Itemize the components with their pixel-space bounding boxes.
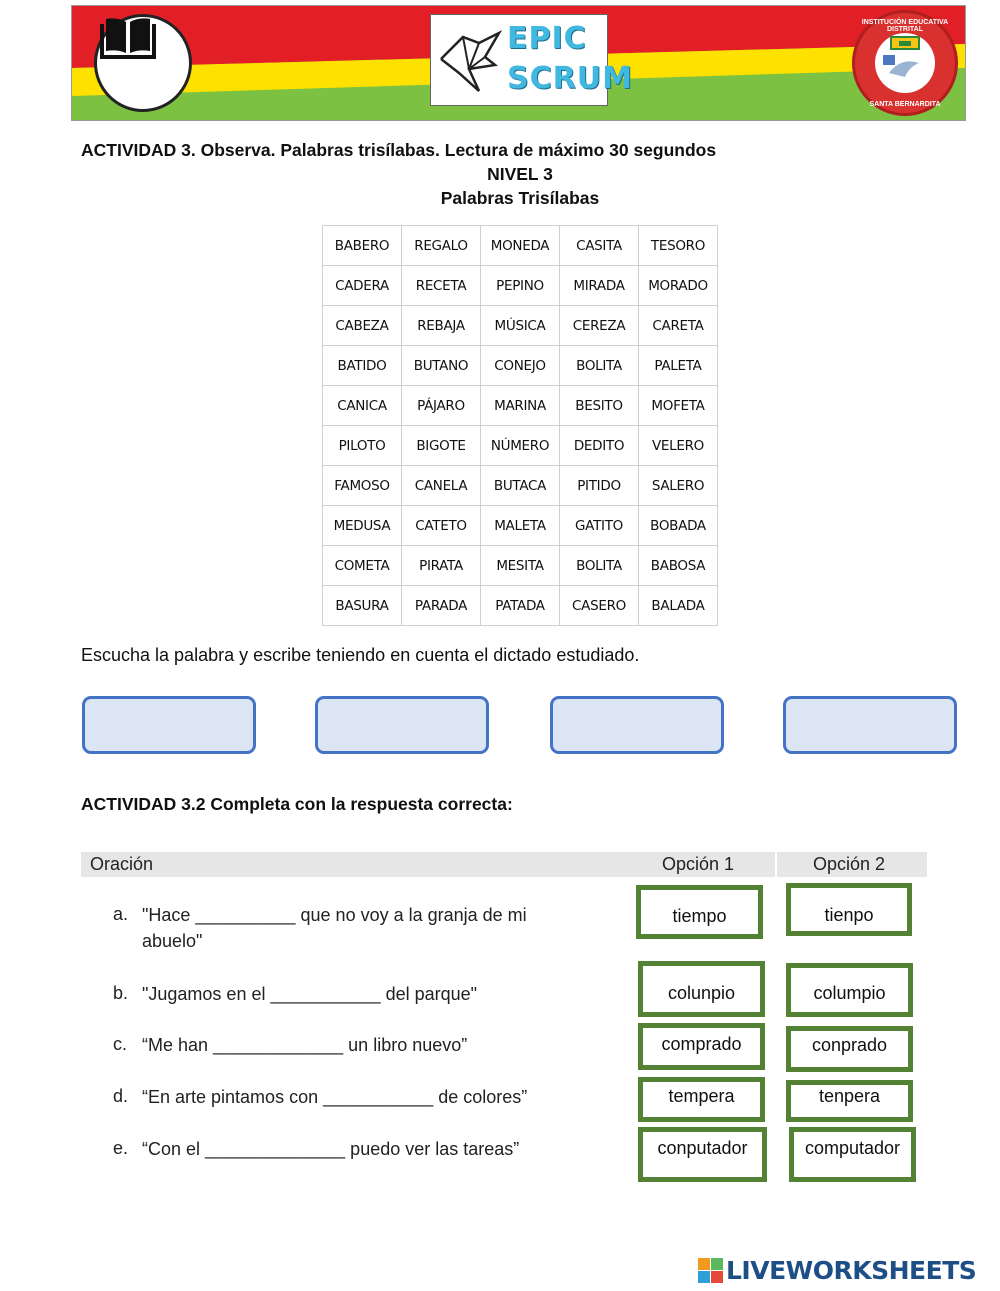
word-row bbox=[323, 266, 718, 306]
option-1-box[interactable]: conputador bbox=[638, 1127, 767, 1182]
word-cell: DEDITO bbox=[560, 426, 639, 466]
word-cell: CARETA bbox=[639, 306, 718, 346]
school-seal bbox=[852, 10, 958, 116]
word-cell: BABOSA bbox=[639, 546, 718, 586]
question-letter: b. bbox=[113, 983, 129, 1003]
word-cell: RECETA bbox=[402, 266, 481, 306]
word-cell: BESITO bbox=[560, 386, 639, 426]
word-cell: MÚSICA bbox=[481, 306, 560, 346]
word-cell: PALETA bbox=[639, 346, 718, 386]
word-cell: BASURA bbox=[323, 586, 402, 626]
word-cell: MIRADA bbox=[560, 266, 639, 306]
word-cell: FAMOSO bbox=[323, 466, 402, 506]
word-cell: BATIDO bbox=[323, 346, 402, 386]
word-cell: CONEJO bbox=[481, 346, 560, 386]
activity3-title: ACTIVIDAD 3. Observa. Palabras trisílabas. Lectura de máximo 30 segundos bbox=[81, 140, 717, 160]
word-cell: PILOTO bbox=[323, 426, 402, 466]
header-option-2: Opción 2 bbox=[813, 854, 886, 874]
option-1-box[interactable]: tempera bbox=[638, 1077, 765, 1122]
word-cell: PITIDO bbox=[560, 466, 639, 506]
word-cell: MARINA bbox=[481, 386, 560, 426]
question-letter: d. bbox=[113, 1086, 129, 1106]
liveworksheets-squares-icon bbox=[698, 1258, 723, 1283]
question-text: "Jugamos en el ___________ del parque" bbox=[142, 984, 478, 1004]
word-cell: CADERA bbox=[323, 266, 402, 306]
book-icon bbox=[94, 14, 192, 112]
logo-line-1: EPIC bbox=[507, 21, 587, 56]
header-option-1: Opción 1 bbox=[662, 854, 735, 874]
word-cell: CASERO bbox=[560, 586, 639, 626]
word-cell: SALERO bbox=[639, 466, 718, 506]
question-letter: e. bbox=[113, 1138, 129, 1158]
liveworksheets-brand: LIVEWORKSHEETS bbox=[726, 1256, 977, 1285]
options-table-header bbox=[81, 852, 927, 877]
word-cell: CANICA bbox=[323, 386, 402, 426]
question-text: "Hace __________ que no voy a la granja de mi abuelo" bbox=[142, 905, 527, 951]
level-label: NIVEL 3 bbox=[487, 164, 553, 184]
word-cell: REBAJA bbox=[402, 306, 481, 346]
word-cell: TESORO bbox=[639, 226, 718, 266]
word-row bbox=[323, 586, 718, 626]
word-cell: MESITA bbox=[481, 546, 560, 586]
word-row bbox=[323, 226, 718, 266]
word-cell: MOFETA bbox=[639, 386, 718, 426]
word-cell: CANELA bbox=[402, 466, 481, 506]
liveworksheets-logo bbox=[698, 1256, 976, 1285]
word-cell: BOBADA bbox=[639, 506, 718, 546]
word-cell: PÁJARO bbox=[402, 386, 481, 426]
word-row bbox=[323, 306, 718, 346]
option-1-box[interactable]: tiempo bbox=[636, 885, 763, 939]
word-cell: CEREZA bbox=[560, 306, 639, 346]
word-cell: BOLITA bbox=[560, 546, 639, 586]
word-row bbox=[323, 546, 718, 586]
word-cell: PIRATA bbox=[402, 546, 481, 586]
word-row bbox=[323, 346, 718, 386]
word-cell: CASITA bbox=[560, 226, 639, 266]
seal-top-text: INSTITUCIÓN EDUCATIVA DISTRITAL bbox=[861, 19, 949, 33]
word-cell: NÚMERO bbox=[481, 426, 560, 466]
option-1-box[interactable]: comprado bbox=[638, 1023, 765, 1070]
word-cell: GATITO bbox=[560, 506, 639, 546]
option-2-box[interactable]: computador bbox=[789, 1127, 916, 1182]
word-cell: MONEDA bbox=[481, 226, 560, 266]
word-cell: BABERO bbox=[323, 226, 402, 266]
question-letter: c. bbox=[113, 1034, 128, 1054]
word-cell: PATADA bbox=[481, 586, 560, 626]
question-text: “Con el ______________ puedo ver las tareas” bbox=[142, 1139, 520, 1159]
option-2-box[interactable]: tenpera bbox=[786, 1080, 913, 1122]
question-letter: a. bbox=[113, 904, 129, 924]
word-row bbox=[323, 386, 718, 426]
word-row bbox=[323, 426, 718, 466]
origami-bird-icon bbox=[439, 29, 503, 93]
option-2-box[interactable]: tienpo bbox=[786, 883, 912, 936]
word-cell: COMETA bbox=[323, 546, 402, 586]
dictation-answer-box-3[interactable] bbox=[550, 696, 724, 754]
option-2-box[interactable]: columpio bbox=[786, 963, 913, 1017]
dictation-answer-box-4[interactable] bbox=[783, 696, 957, 754]
words-subtitle: Palabras Trisílabas bbox=[440, 188, 600, 208]
word-cell: PEPINO bbox=[481, 266, 560, 306]
word-cell: VELERO bbox=[639, 426, 718, 466]
word-cell: MALETA bbox=[481, 506, 560, 546]
word-cell: MORADO bbox=[639, 266, 718, 306]
logo-line-2: SCRUM bbox=[507, 61, 633, 96]
word-cell: BUTACA bbox=[481, 466, 560, 506]
word-cell: REGALO bbox=[402, 226, 481, 266]
question-text: “En arte pintamos con ___________ de colores” bbox=[142, 1087, 528, 1107]
activity32-title: ACTIVIDAD 3.2 Completa con la respuesta correcta: bbox=[81, 794, 513, 814]
word-cell: MEDUSA bbox=[323, 506, 402, 546]
seal-emblem bbox=[875, 33, 935, 93]
option-2-box[interactable]: conprado bbox=[786, 1026, 913, 1072]
header-banner bbox=[71, 5, 966, 121]
trisyllable-word-table bbox=[322, 225, 718, 626]
word-row bbox=[323, 506, 718, 546]
word-row bbox=[323, 466, 718, 506]
word-cell: BOLITA bbox=[560, 346, 639, 386]
seal-bottom-text: SANTA BERNARDITA bbox=[869, 101, 941, 108]
dictation-answer-box-1[interactable] bbox=[82, 696, 256, 754]
word-cell: BUTANO bbox=[402, 346, 481, 386]
word-cell: CATETO bbox=[402, 506, 481, 546]
word-cell: BALADA bbox=[639, 586, 718, 626]
header-sentence: Oración bbox=[90, 854, 154, 874]
option-1-box[interactable]: colunpio bbox=[638, 961, 765, 1017]
epic-scrum-logo bbox=[430, 14, 633, 106]
question-text: “Me han _____________ un libro nuevo” bbox=[142, 1035, 468, 1055]
dove-icon bbox=[875, 33, 935, 93]
word-cell: CABEZA bbox=[323, 306, 402, 346]
dictation-instruction: Escucha la palabra y escribe teniendo en cuenta el dictado estudiado. bbox=[81, 645, 640, 665]
dictation-answer-box-2[interactable] bbox=[315, 696, 489, 754]
word-cell: PARADA bbox=[402, 586, 481, 626]
word-cell: BIGOTE bbox=[402, 426, 481, 466]
